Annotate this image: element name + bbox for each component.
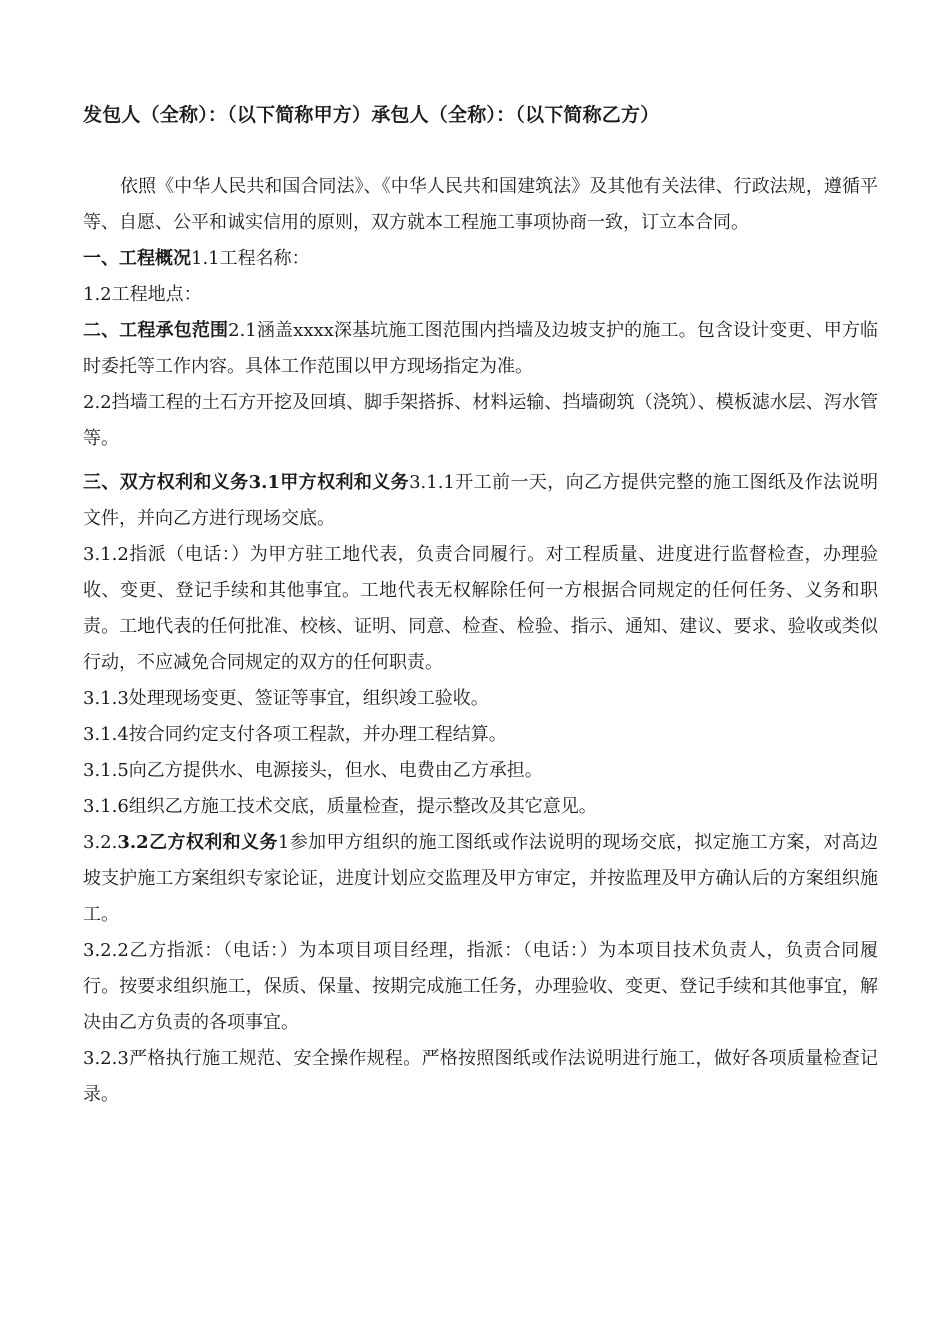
section-2-1-text: 2.1涵盖xxxx深基坑施工图范围内挡墙及边坡支护的施工。包含设计变更、甲方临时委托等工作内容。具体工作范围以甲方现场指定为准。 — [83, 320, 878, 377]
section-1-1-text: 1.1工程名称： — [191, 248, 310, 269]
section-1-paragraph — [83, 241, 878, 277]
contract-page — [83, 100, 878, 1113]
section-3-1-2-paragraph: 3.1.2指派（电话：）为甲方驻工地代表，负责合同履行。对工程质量、进度进行监督检查，办理验收、变更、登记手续和其他事宜。工地代表无权解除任何一方根据合同规定的任何任务、义务和职责。工地代表的任何批准、校核、证明、同意、检查、检验、指示、通知、建议、要求、验收或类似行动，不应减免合同规定的双方的任何职责。 — [83, 544, 878, 673]
section-2-paragraph — [83, 313, 878, 385]
section-3-paragraph — [83, 465, 878, 537]
section-3-1-3-paragraph: 3.1.3处理现场变更、签证等事宜，组织竣工验收。 — [83, 688, 489, 709]
parties-header: 发包人（全称）：（以下简称甲方）承包人（全称）：（以下简称乙方） — [83, 104, 660, 126]
spacer — [83, 130, 878, 169]
section-3-1-1-text: 3.1.1开工前一天，向乙方提供完整的施工图纸及作法说明文件，并向乙方进行现场交底。 — [83, 472, 878, 529]
section-2-heading: 二、工程承包范围 — [83, 320, 229, 341]
section-3-2-3-paragraph: 3.2.3严格执行施工规范、安全操作规程。严格按照图纸或作法说明进行施工，做好各项质量检查记录。 — [83, 1048, 878, 1105]
section-3-2-heading: 3.2乙方权利和义务 — [117, 832, 278, 853]
section-3-2-2-paragraph: 3.2.2乙方指派：（电话：）为本项目项目经理，指派：（电话：）为本项目技术负责人，负责合同履行。按要求组织施工，保质、保量、按期完成施工任务，办理验收、变更、登记手续和其他事宜，解决由乙方负责的各项事宜。 — [83, 940, 878, 1033]
section-2-2-paragraph: 2.2挡墙工程的土石方开挖及回填、脚手架搭拆、材料运输、挡墙砌筑（浇筑）、模板滤水层、泻水管等。 — [83, 392, 878, 449]
section-3-1-4-paragraph: 3.1.4按合同约定支付各项工程款，并办理工程结算。 — [83, 724, 507, 745]
section-3-1-6-paragraph: 3.1.6组织乙方施工技术交底，质量检查，提示整改及其它意见。 — [83, 796, 597, 817]
section-3-heading: 三、双方权利和义务3.1甲方权利和义务 — [83, 472, 410, 493]
section-1-heading: 一、工程概况 — [83, 248, 191, 269]
section-3-2-prefix: 3.2. — [83, 832, 118, 853]
section-3-2-1-paragraph — [83, 825, 878, 933]
section-3-2-1-text: 1参加甲方组织的施工图纸或作法说明的现场交底，拟定施工方案，对高边坡支护施工方案组织专家论证，进度计划应交监理及甲方审定，并按监理及甲方确认后的方案组织施工。 — [83, 832, 878, 925]
section-1-2-paragraph: 1.2工程地点： — [83, 284, 202, 305]
section-3-1-5-paragraph: 3.1.5向乙方提供水、电源接头，但水、电费由乙方承担。 — [83, 760, 543, 781]
intro-paragraph: 依照《中华人民共和国合同法》、《中华人民共和国建筑法》及其他有关法律、行政法规，遵循平等、自愿、公平和诚实信用的原则，双方就本工程施工事项协商一致，订立本合同。 — [83, 176, 878, 233]
